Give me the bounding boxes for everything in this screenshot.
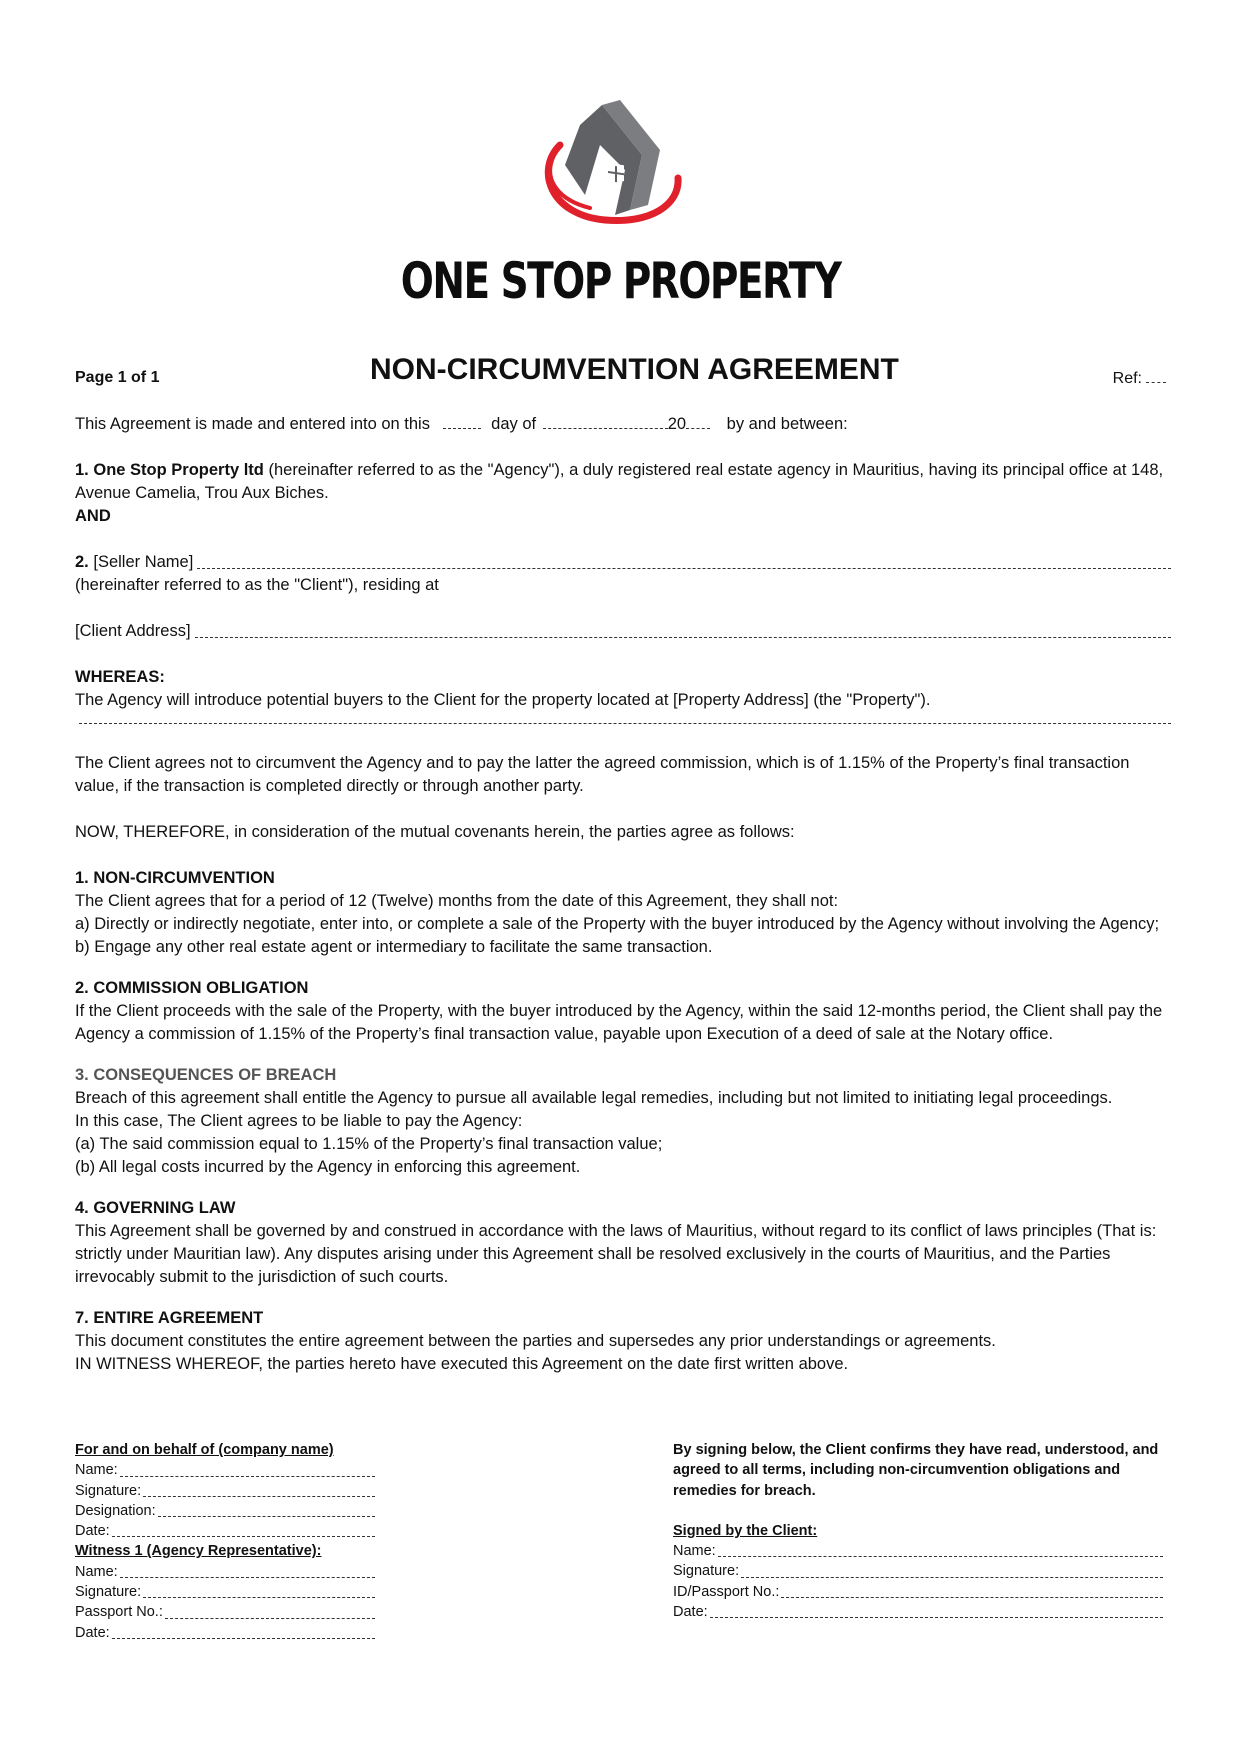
seller-name-line — [75, 551, 1171, 574]
witness-name-field[interactable] — [75, 1562, 375, 1582]
field-label: Date: — [75, 1624, 110, 1641]
client-heading: Signed by the Client: — [673, 1522, 818, 1539]
whereas-text: The Agency will introduce potential buyers to the Client for the property located at [Property Address] (the "Property"). — [75, 691, 931, 709]
field-blank — [718, 1555, 1163, 1557]
field-blank — [120, 1475, 375, 1477]
section-3-title: 3. CONSEQUENCES OF BREACH — [75, 1066, 337, 1084]
field-label: Name: — [673, 1543, 716, 1560]
ref-blank — [1146, 368, 1166, 383]
section-7-line: This document constitutes the entire agreement between the parties and supersedes any prior understandings or agreements. — [75, 1332, 996, 1350]
client-address-placeholder: [Client Address] — [75, 622, 191, 640]
client-confirmation: By signing below, the Client confirms they have read, understood, and agreed to all terms, including non-circumvention obligations and remedies for breach. — [673, 1442, 1159, 1499]
company-name-field[interactable] — [75, 1460, 375, 1480]
field-label: Signature: — [75, 1584, 142, 1601]
intro-day-of: day of — [491, 415, 537, 433]
witness-heading: Witness 1 (Agency Representative): — [75, 1543, 322, 1560]
section-2-title: 2. COMMISSION OBLIGATION — [75, 979, 309, 997]
seller-name-blank — [197, 567, 1171, 569]
agreement-body — [75, 413, 1171, 1376]
party-1-desc: (hereinafter referred to as the "Agency"), a duly registered real estate agency in Mauritius, having its principal office at 148, Avenue Camelia, Trou Aux Biches. — [75, 461, 1164, 502]
whereas-blank-line — [79, 722, 1171, 724]
party-1-name: One Stop Property ltd — [93, 461, 264, 479]
company-heading: For and on behalf of (company name) — [75, 1442, 334, 1458]
brand-name: ONE STOP PROPERTY — [400, 252, 841, 310]
client-id-field[interactable] — [673, 1582, 1163, 1602]
section-1 — [75, 867, 1171, 959]
page-indicator: Page 1 of 1 — [75, 369, 160, 386]
section-1-title: 1. NON-CIRCUMVENTION — [75, 869, 275, 887]
witness-passport-field[interactable] — [75, 1602, 375, 1622]
field-label: Signature: — [75, 1482, 142, 1499]
section-1-line: The Client agrees that for a period of 12 (Twelve) months from the date of this Agreement, they shall not: — [75, 892, 839, 910]
section-4-title: 4. GOVERNING LAW — [75, 1199, 236, 1217]
whereas-title: WHEREAS: — [75, 668, 165, 686]
client-address-line — [75, 620, 1171, 643]
section-3 — [75, 1064, 1171, 1179]
client-address-blank — [195, 636, 1171, 638]
company-signature-block — [75, 1440, 375, 1643]
field-blank — [781, 1596, 1163, 1598]
and-label: AND — [75, 507, 111, 525]
company-signature-field[interactable] — [75, 1481, 375, 1501]
field-blank — [165, 1617, 375, 1619]
section-4-text: This Agreement shall be governed by and construed in accordance with the laws of Mauritius, without regard to its conflict of laws principles (That is: strictly under Mauritian law). Any disputes arising under this Agreement shall be resolved exclusively in the courts of Mauritius, and the Parties irrevocably submit to the jurisdiction of such courts. — [75, 1222, 1157, 1286]
party-1-number: 1. — [75, 461, 89, 479]
field-blank — [158, 1515, 375, 1517]
month-blank — [543, 413, 668, 429]
year-prefix: 20 — [667, 415, 687, 433]
section-7-title: 7. ENTIRE AGREEMENT — [75, 1309, 264, 1327]
seller-name-placeholder: [Seller Name] — [93, 553, 194, 571]
section-1-line: b) Engage any other real estate agent or intermediary to facilitate the same transaction. — [75, 938, 713, 956]
party-2-desc: (hereinafter referred to as the "Client"), residing at — [75, 576, 439, 594]
year-blank — [686, 413, 710, 429]
field-blank — [112, 1535, 375, 1537]
field-label: ID/Passport No.: — [673, 1583, 780, 1600]
field-label: Name: — [75, 1462, 118, 1479]
field-label: Name: — [75, 1563, 118, 1580]
intro-by-between: by and between: — [726, 415, 848, 433]
field-blank — [143, 1596, 375, 1598]
section-7-line: IN WITNESS WHEREOF, the parties hereto have executed this Agreement on the date first written above. — [75, 1355, 849, 1373]
field-label: Designation: — [75, 1502, 156, 1519]
house-logo-icon — [530, 100, 690, 240]
field-blank — [112, 1637, 375, 1639]
field-label: Date: — [75, 1523, 110, 1540]
field-label: Date: — [673, 1604, 708, 1621]
witness-date-field[interactable] — [75, 1623, 375, 1643]
section-4 — [75, 1197, 1171, 1289]
company-designation-field[interactable] — [75, 1501, 375, 1521]
intro-made-text: This Agreement is made and entered into on this — [75, 415, 430, 433]
document-title: NON-CIRCUMVENTION AGREEMENT — [370, 353, 899, 386]
company-date-field[interactable] — [75, 1521, 375, 1541]
party-1 — [75, 459, 1171, 528]
section-3-line: (a) The said commission equal to 1.15% of the Property’s final transaction value; — [75, 1135, 663, 1153]
section-3-line: In this case, The Client agrees to be liable to pay the Agency: — [75, 1112, 523, 1130]
section-7 — [75, 1307, 1171, 1376]
client-name-field[interactable] — [673, 1541, 1163, 1561]
client-date-field[interactable] — [673, 1602, 1163, 1622]
field-blank — [143, 1495, 375, 1497]
field-blank — [120, 1576, 375, 1578]
field-label: Signature: — [673, 1563, 740, 1580]
client-signature-block — [673, 1440, 1163, 1622]
day-blank — [443, 413, 481, 429]
section-2-text: If the Client proceeds with the sale of the Property, with the buyer introduced by the Agency, within the said 12-months period, the Client shall pay the Agency a commission of 1.15% of the Property’s final transaction value, payable upon Execution of a deed of sale at the Notary office. — [75, 1002, 1163, 1043]
field-blank — [741, 1576, 1163, 1578]
commission-paragraph: The Client agrees not to circumvent the Agency and to pay the latter the agreed commission, which is of 1.15% of the Property’s final transaction value, if the transaction is completed directly or through another party. — [75, 754, 1130, 795]
intro-line — [75, 413, 1171, 436]
section-3-line: (b) All legal costs incurred by the Agency in enforcing this agreement. — [75, 1158, 581, 1176]
now-therefore: NOW, THEREFORE, in consideration of the mutual covenants herein, the parties agree as follows: — [75, 823, 795, 841]
section-2 — [75, 977, 1171, 1046]
ref-field — [1113, 368, 1166, 388]
section-3-line: Breach of this agreement shall entitle the Agency to pursue all available legal remedies, including but not limited to initiating legal proceedings. — [75, 1089, 1113, 1107]
field-blank — [710, 1616, 1163, 1618]
ref-label: Ref: — [1112, 370, 1142, 387]
party-2-number: 2. — [75, 553, 89, 571]
witness-signature-field[interactable] — [75, 1582, 375, 1602]
section-1-line: a) Directly or indirectly negotiate, enter into, or complete a sale of the Property with the buyer introduced by the Agency without involving the Agency; — [75, 915, 1160, 933]
field-label: Passport No.: — [75, 1604, 163, 1621]
client-signature-field[interactable] — [673, 1561, 1163, 1581]
